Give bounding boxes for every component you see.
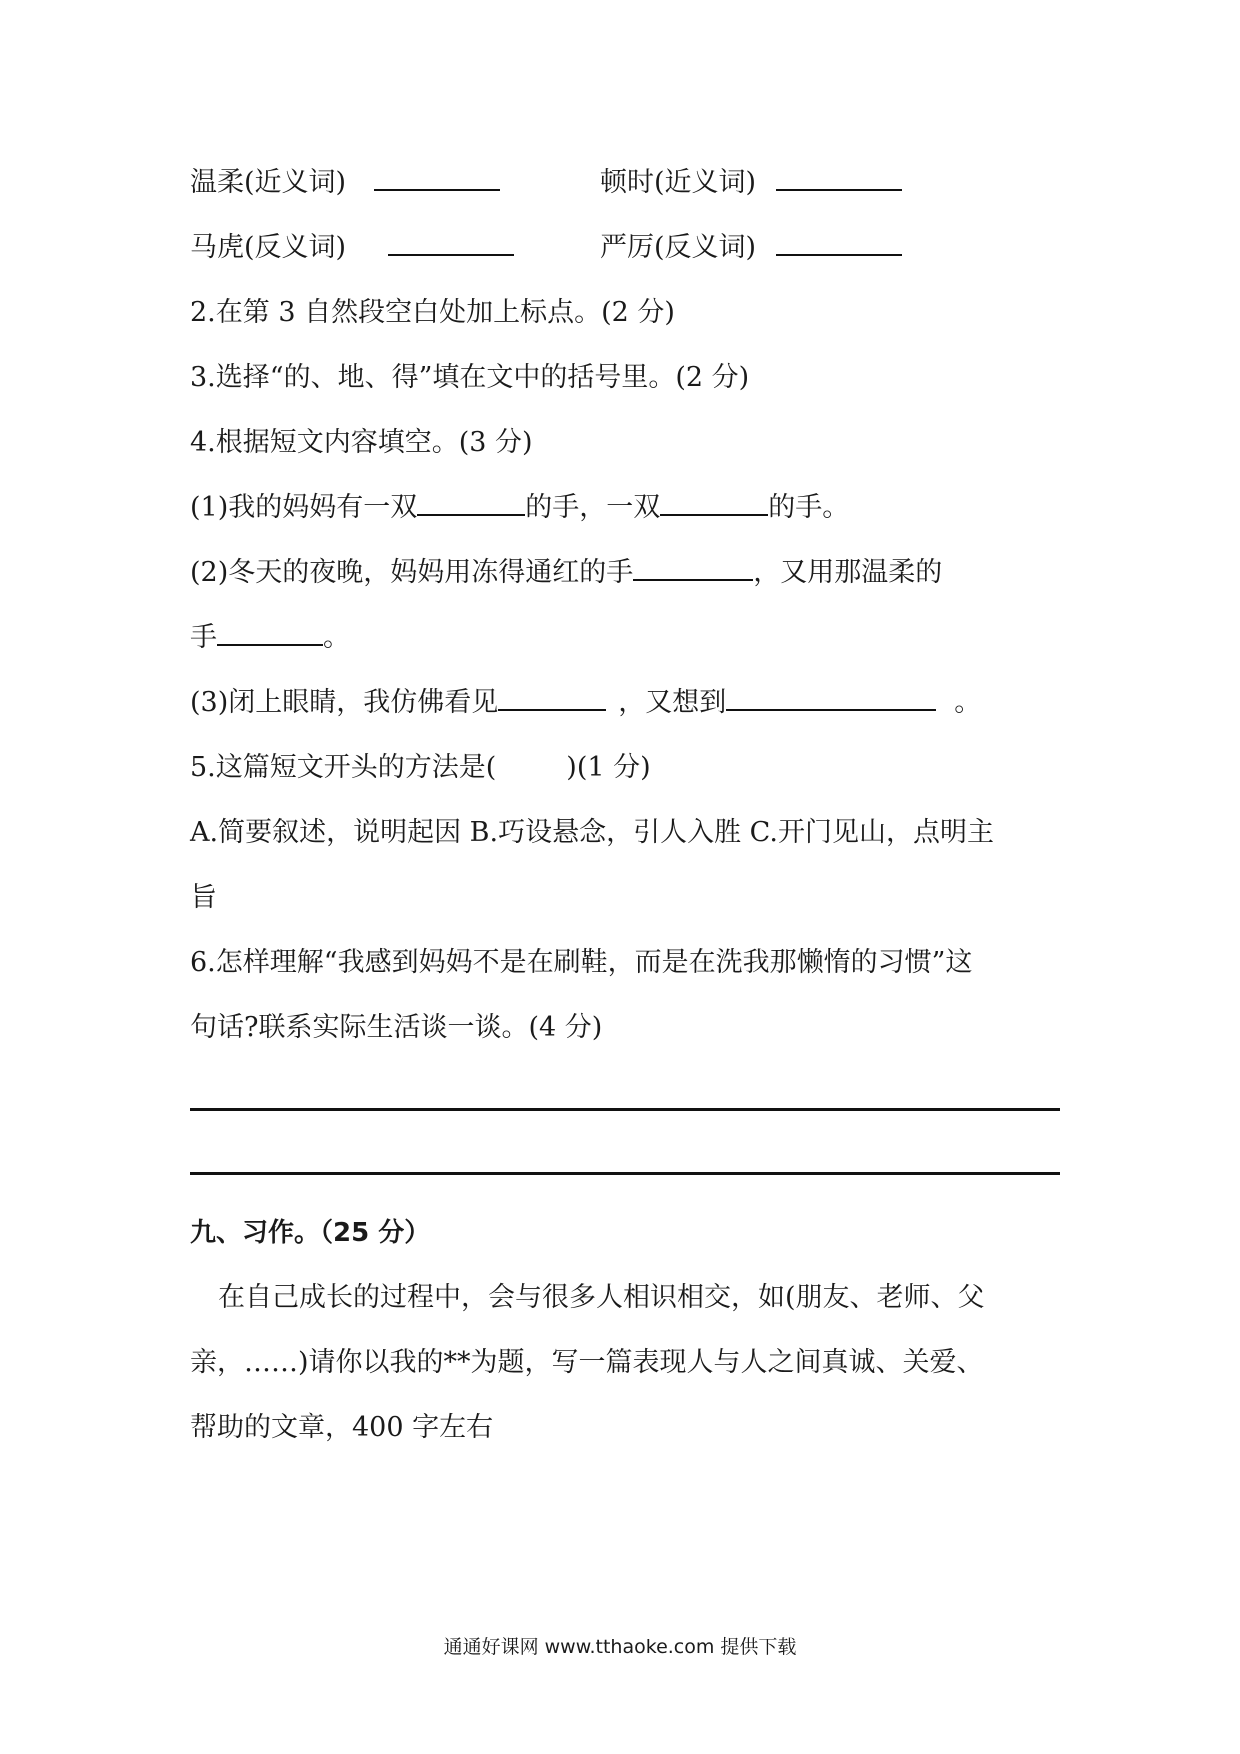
prompt-text: )(1 分) [566,752,651,783]
vocab-label: 严厉(反义词) [600,232,757,263]
prompt-text: 的手，一双 [525,492,661,523]
question-5-title [190,748,651,788]
question-6-line-1: 6.怎样理解“我感到妈妈不是在刷鞋，而是在洗我那懒惰的习惯”这 [190,947,973,978]
prompt-text: (2)冬天的夜晚，妈妈用冻得通红的手 [190,557,634,588]
essay-prompt-line-2: 亲，……)请你以我的**为题，写一篇表现人与人之间真诚、关爱、 [190,1347,984,1378]
essay-prompt-line-1: 在自己成长的过程中，会与很多人相识相交，如(朋友、老师、父 [218,1282,985,1313]
vocab-label: 温柔(近义词) [190,167,347,198]
answer-blank[interactable] [374,163,500,191]
answer-blank[interactable] [776,163,902,191]
prompt-text: (1)我的妈妈有一双 [190,492,418,523]
prompt-text: 的手。 [768,492,850,523]
answer-blank[interactable] [660,488,768,516]
prompt-text: (3)闭上眼睛，我仿佛看见 [190,687,499,718]
prompt-text: 手 [190,622,217,653]
vocab-label: 马虎(反义词) [190,232,347,263]
vocab-row-2-col-2 [600,228,902,268]
prompt-text: ，又想到 [618,687,727,718]
answer-blank[interactable] [417,488,525,516]
prompt-text: 5.这篇短文开头的方法是( [190,752,497,783]
question-4-item-3 [190,683,981,723]
question-4-item-2 [190,553,942,593]
question-6-line-2: 句话?联系实际生活谈一谈。(4 分) [190,1012,603,1043]
vocab-label: 顿时(近义词) [600,167,757,198]
question-3: 3.选择“的、地、得”填在文中的括号里。(2 分) [190,362,750,393]
question-4-title: 4.根据短文内容填空。(3 分) [190,427,533,458]
answer-blank[interactable] [217,618,323,646]
prompt-text: 。 [954,687,982,718]
prompt-text: ，又用那温柔的 [753,557,943,588]
answer-blank[interactable] [388,228,514,256]
answer-blank[interactable] [498,683,606,711]
vocab-row-2 [190,228,514,268]
question-4-item-1 [190,488,849,528]
section-9-heading: 九、习作。（25 分） [190,1218,431,1248]
answer-blank[interactable] [726,683,936,711]
question-5-options-cont: 旨 [190,882,217,913]
vocab-row-1 [190,163,500,203]
answer-blank[interactable] [633,553,753,581]
prompt-text: 。 [323,622,350,653]
vocab-row-1-col-2 [600,163,902,203]
answer-line[interactable] [190,1108,1060,1111]
question-4-item-2-cont [190,618,350,658]
question-5-options: A.简要叙述，说明起因 B.巧设悬念，引人入胜 C.开门见山，点明主 [190,817,994,848]
answer-line[interactable] [190,1172,1060,1175]
essay-prompt-line-3: 帮助的文章，400 字左右 [190,1412,494,1443]
answer-blank[interactable] [776,228,902,256]
page-footer: 通通好课网 www.tthaoke.com 提供下载 [443,1636,797,1658]
question-2: 2.在第 3 自然段空白处加上标点。(2 分) [190,297,675,328]
